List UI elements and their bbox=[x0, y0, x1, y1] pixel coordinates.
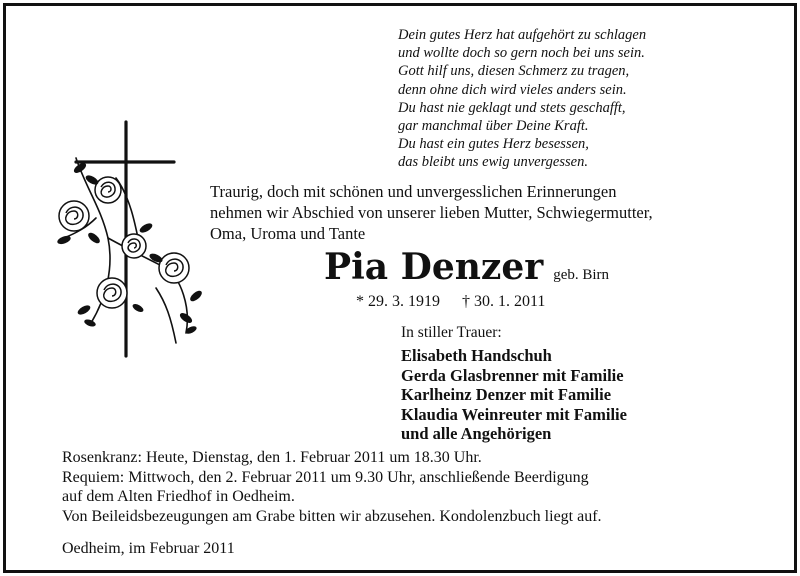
poem-line: Du hast nie geklagt und stets geschafft, bbox=[398, 99, 626, 116]
intro-line: Traurig, doch mit schönen und unvergesslichen Erinnerungen bbox=[210, 182, 617, 201]
place-and-date: Oedheim, im Februar 2011 bbox=[62, 540, 235, 557]
life-dates bbox=[356, 293, 545, 311]
maiden-name: geb. Birn bbox=[553, 267, 610, 283]
mourner-name: Karlheinz Denzer mit Familie bbox=[401, 385, 612, 405]
mourner-name: Gerda Glasbrenner mit Familie bbox=[401, 365, 624, 385]
birth-date: * 29. 3. 1919 bbox=[356, 293, 440, 310]
poem-line: das bleibt uns ewig unvergessen. bbox=[398, 154, 588, 171]
intro-line: Oma, Uroma und Tante bbox=[210, 224, 366, 243]
mourner-name: Elisabeth Handschuh bbox=[401, 346, 552, 365]
poem-line: Du hast ein gutes Herz besessen, bbox=[398, 136, 589, 153]
mourner-name: Klaudia Weinreuter mit Familie bbox=[401, 404, 627, 424]
poem-line: und wollte doch so gern noch bei uns sein. bbox=[398, 45, 645, 62]
cross-with-roses-icon bbox=[46, 118, 216, 363]
deceased-name-row bbox=[324, 246, 609, 288]
service-line: auf dem Alten Friedhof in Oedheim. bbox=[62, 488, 295, 506]
service-info bbox=[62, 448, 762, 526]
death-date: † 30. 1. 2011 bbox=[462, 293, 546, 310]
intro-text bbox=[210, 181, 770, 244]
obituary-notice bbox=[3, 3, 797, 573]
memorial-poem bbox=[398, 26, 728, 172]
poem-line: gar manchmal über Deine Kraft. bbox=[398, 118, 589, 135]
service-line: Von Beileidsbezeugungen am Grabe bitten wir abzusehen. Kondolenzbuch liegt auf. bbox=[62, 507, 602, 525]
service-line: Rosenkranz: Heute, Dienstag, den 1. Februar 2011 um 18.30 Uhr. bbox=[62, 449, 482, 466]
mourner-name: und alle Angehörigen bbox=[401, 424, 552, 444]
poem-line: denn ohne dich wird vieles anders sein. bbox=[398, 81, 627, 98]
service-line: Requiem: Mittwoch, den 2. Februar 2011 um 9.30 Uhr, anschließende Beerdigung bbox=[62, 468, 589, 486]
mourners-list bbox=[401, 346, 627, 444]
poem-line: Gott hilf uns, diesen Schmerz zu tragen, bbox=[398, 63, 630, 80]
mourning-label: In stiller Trauer: bbox=[401, 324, 502, 341]
poem-line: Dein gutes Herz hat aufgehört zu schlagen bbox=[398, 27, 647, 43]
deceased-name: Pia Denzer bbox=[324, 246, 544, 288]
intro-line: nehmen wir Abschied von unserer lieben Mutter, Schwiegermutter, bbox=[210, 203, 653, 222]
